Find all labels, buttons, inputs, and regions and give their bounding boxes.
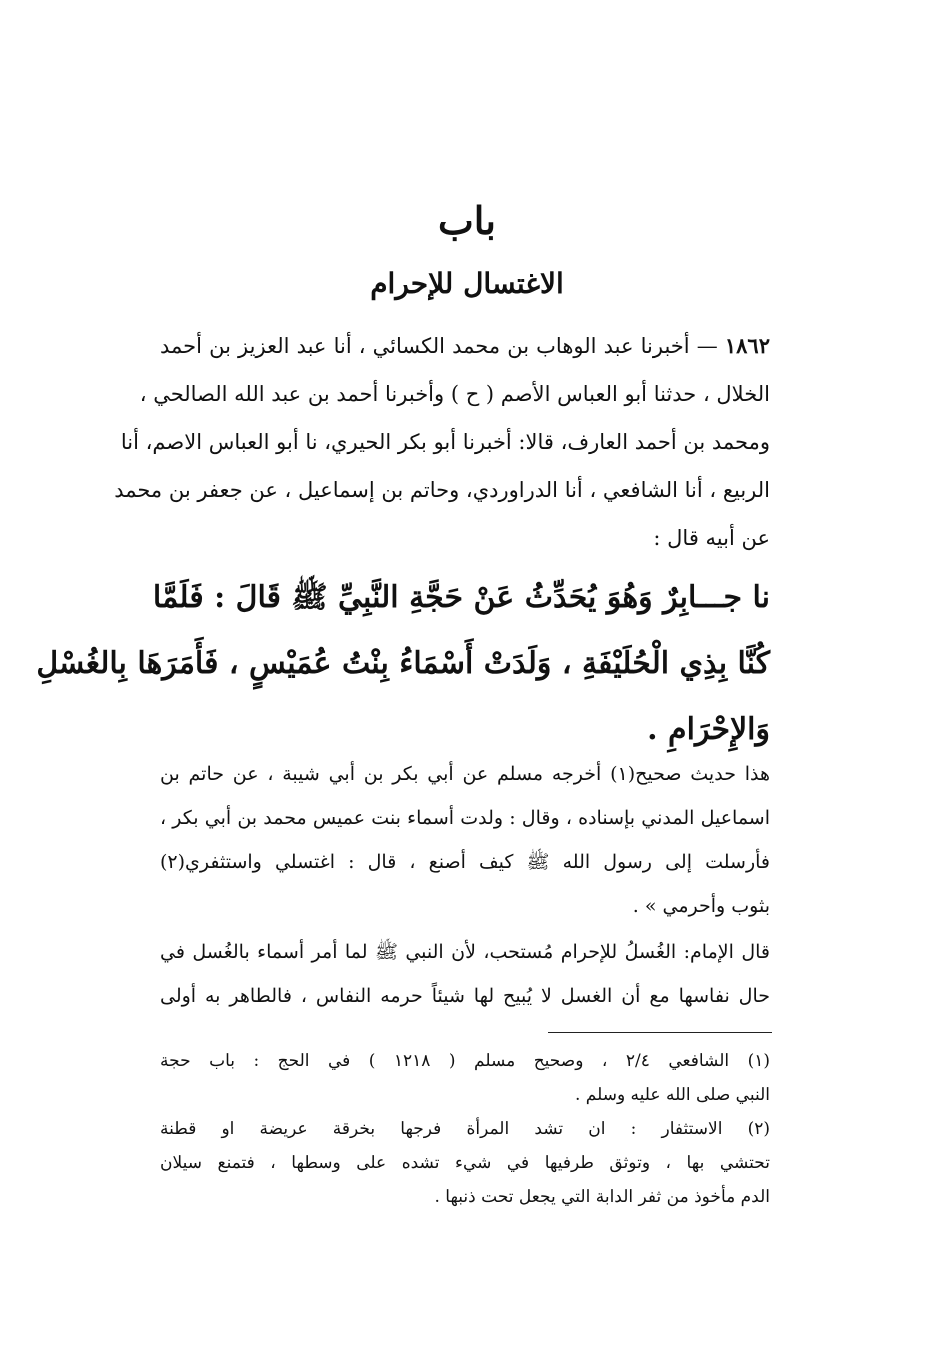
commentary-line: اسماعيل المدني بإسناده ، وقال : ولدت أسماء بنت عميس محمد بن أبي بكر ، xyxy=(160,807,770,829)
hadith-chain-line: الربيع ، أنا الشافعي ، أنا الدراوردي، وحاتم بن إسماعيل ، عن جعفر بن محمد xyxy=(114,478,770,502)
footnote-divider xyxy=(548,1032,772,1033)
footnote-line: الدم مأخوذ من ثفر الدابة التي يجعل تحت ذنبها . xyxy=(434,1187,770,1207)
hadith-chain-line: ١٨٦٢ — أخبرنا عبد الوهاب بن محمد الكسائي ، أنا عبد العزيز بن أحمد xyxy=(160,333,770,358)
hadith-number: ١٨٦٢ xyxy=(724,333,770,358)
hadith-text-line: كُنَّا بِذِي الْحُلَيْفَةِ ، وَلَدَتْ أَسْمَاءُ بِنْتُ عُمَيْسٍ ، فَأَمَرَهَا بِالغُسْلِ xyxy=(36,646,770,681)
commentary-line: فأرسلت إلى رسول الله ﷺ كيف أصنع ، قال : اغتسلي واستثفري(٢) xyxy=(160,851,770,873)
commentary-line: هذا حديث صحيح(١) أخرجه مسلم عن أبي بكر بن أبي شيبة ، عن حاتم بن xyxy=(160,763,770,785)
commentary-line: بثوب وأحرمي » . xyxy=(632,895,770,917)
hadith-text-line: نا جـــابِرٌ وَهُوَ يُحَدِّثُ عَنْ حَجَّةِ النَّبِيِّ ﷺ قَالَ : فَلَمَّا xyxy=(152,580,770,615)
imam-remark-line: قال الإمام: الغُسلُ للإحرام مُستحب، لأن النبي ﷺ لما أمر أسماء بالغُسل في xyxy=(160,941,770,963)
footnote-line: تحتشي بها ، وتوثق طرفيها في شيء تشده على وسطها ، فتمنع سيلان xyxy=(160,1153,770,1173)
footnote-line: (٢) الاستثفار : ان تشد المرأة فرجها بخرقة عريضة او قطنة xyxy=(160,1119,770,1139)
commentary xyxy=(160,752,770,928)
hadith-chain-line: الخلال ، حدثنا أبو العباس الأصم ( ح ) وأخبرنا أحمد بن عبد الله الصالحي ، xyxy=(139,382,770,406)
hadith-chain-line: ومحمد بن أحمد العارف، قالا: أخبرنا أبو بكر الحيري، نا أبو العباس الاصم، أنا xyxy=(120,430,770,454)
imam-remark-line: حال نفاسها مع أن الغسل لا يُبيح لها شيئاً حرمه النفاس ، فالطاهر به أولى xyxy=(160,985,770,1007)
hadith-text xyxy=(36,565,770,763)
footnote-line: النبي صلى الله عليه وسلم . xyxy=(574,1085,770,1105)
imam-remark xyxy=(160,930,770,1018)
footnotes xyxy=(160,1044,770,1214)
chapter-heading: باب xyxy=(438,198,496,243)
chapter-title: الاغتسال للإحرام xyxy=(370,267,564,300)
footnote-line: (١) الشافعي ٢/٤ ، وصحيح مسلم ( ١٢١٨ ) في الحج : باب حجة xyxy=(160,1051,770,1071)
hadith-chain xyxy=(114,322,770,562)
hadith-text-line: وَالإِحْرَامِ . xyxy=(647,712,770,747)
hadith-chain-line: عن أبيه قال : xyxy=(653,526,770,550)
